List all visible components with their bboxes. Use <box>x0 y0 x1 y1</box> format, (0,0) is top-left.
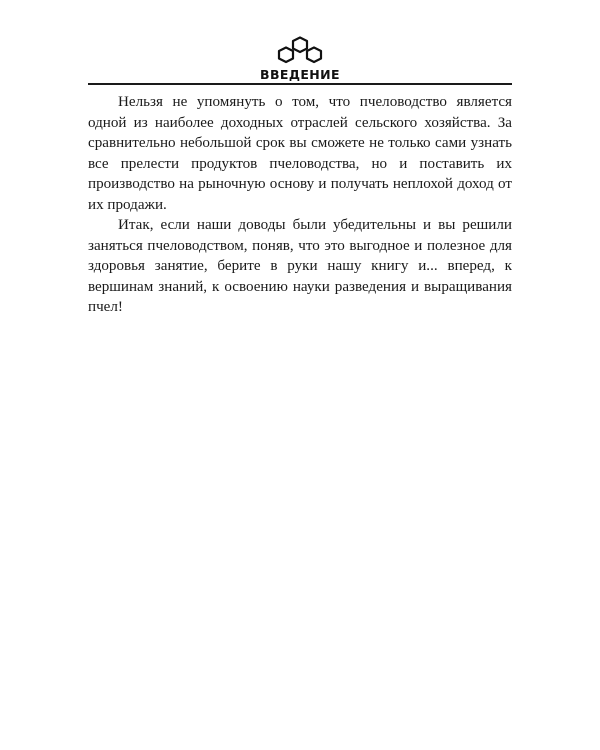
body-text <box>88 92 512 318</box>
paragraph-1: Нельзя не упомянуть о том, что пчеловодство является одной из наиболее доходных отраслей сельского хозяйства. За сравнительно небольшой срок вы сможете не только сами узнать все прелести продуктов пчеловодства, но и поставить их производство на рыночную основу и получать неплохой доход от их продажи. <box>88 94 512 213</box>
honeycomb-icon <box>271 36 329 64</box>
header-divider <box>88 83 512 85</box>
chapter-header <box>88 34 512 84</box>
paragraph-2: Итак, если наши доводы были убедительны и вы решили заняться пчеловодством, поняв, что это выгодное и полезное для здоровья занятие, берите в руки нашу книгу и... вперед, к вершинам знаний, к освоению науки разведения и выращивания пчел! <box>88 217 512 315</box>
chapter-title: ВВЕДЕНИЕ <box>260 67 340 82</box>
